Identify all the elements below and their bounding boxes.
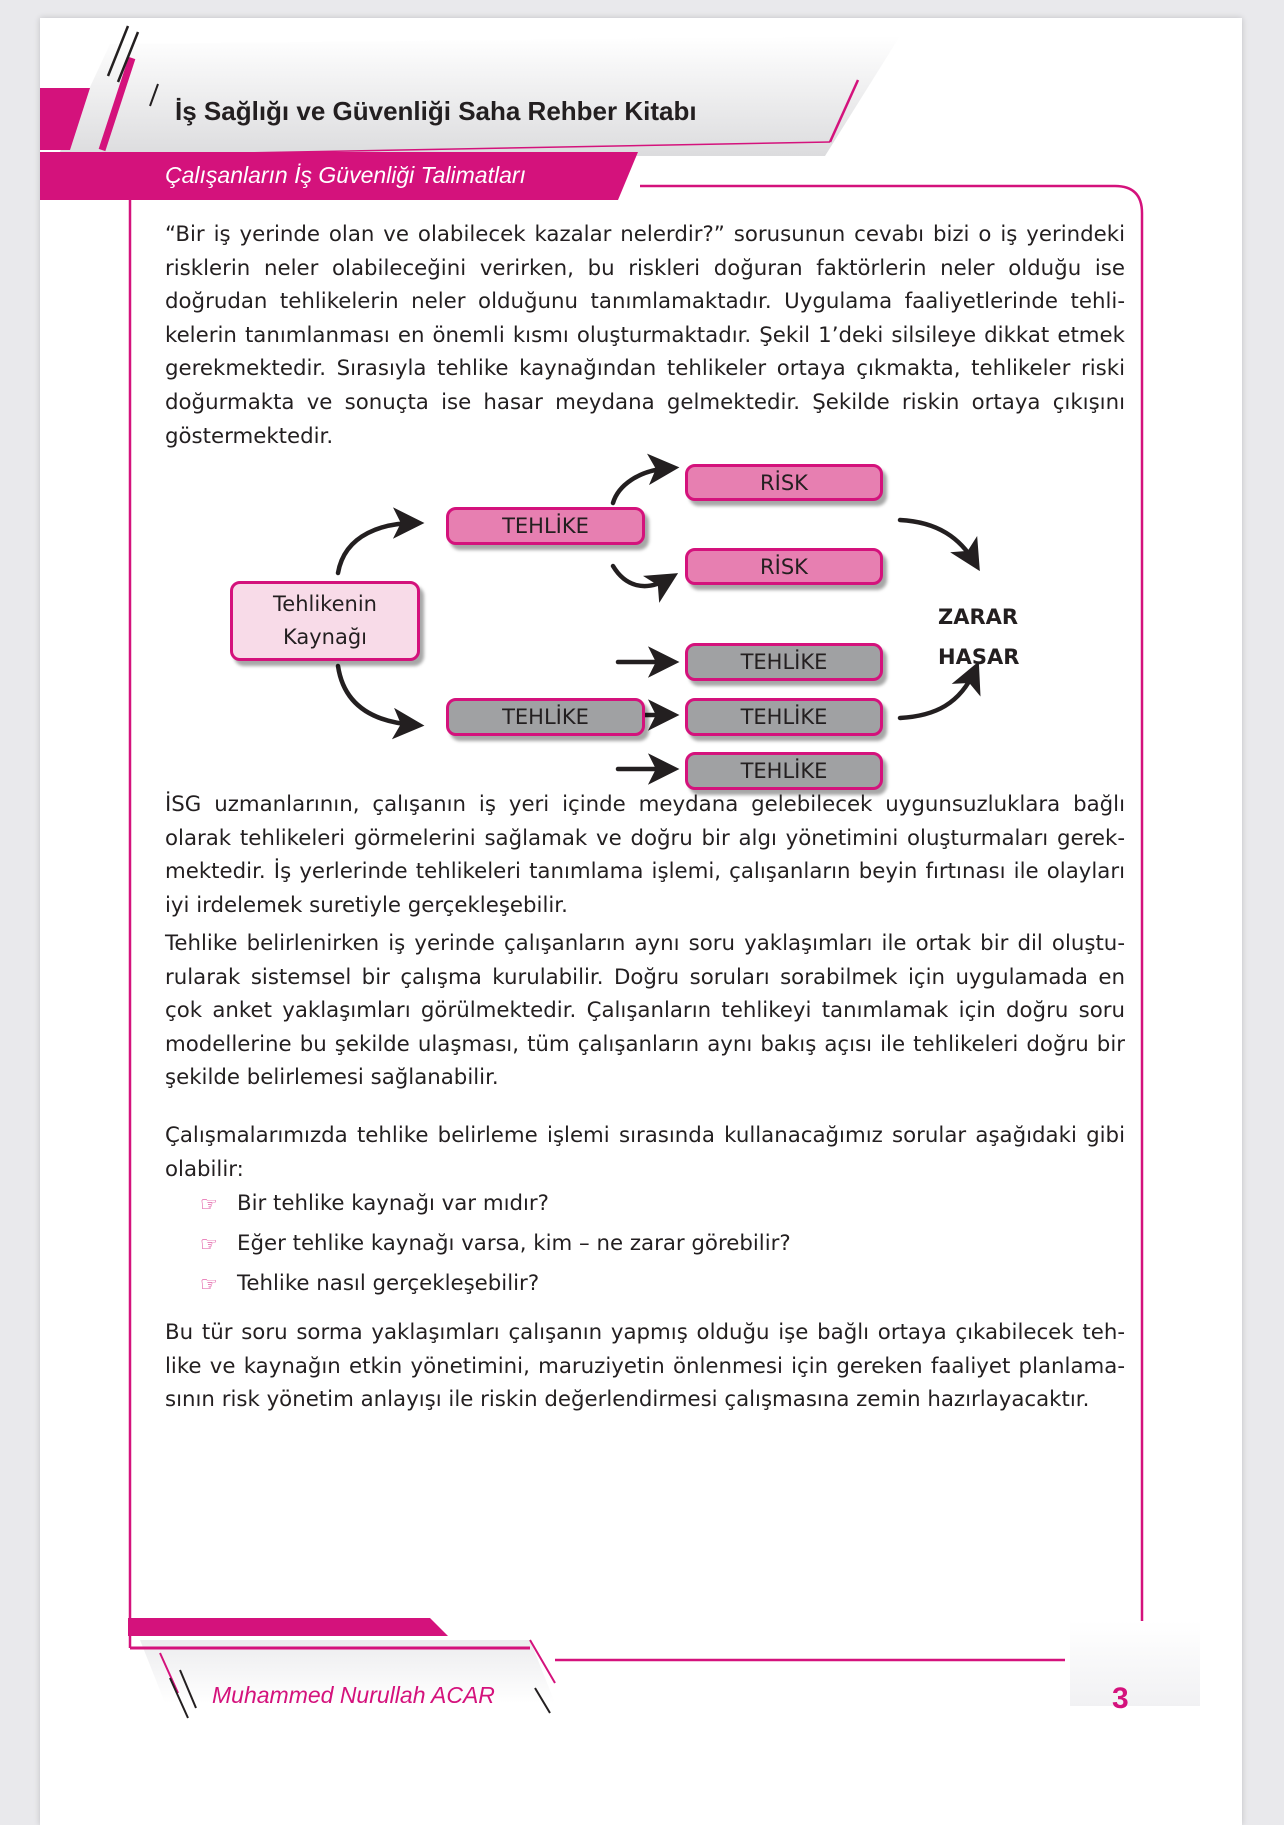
paragraph-hazard-identification: Tehlike belirlenirken iş yerinde çalışanların aynı soru yaklaşımları ile ortak bir dil oluşturularak sistemsel bir çalışma kurulabilir. Doğru soruları sorabilmek için uygulamada en çok anket yaklaşımları görülmektedir. Çalışanların tehlikeyi tanımlamak için doğru soru modellerine bu şekilde ulaşması, tüm çalışanların aynı bakış açısı ile tehlikeleri doğru bir şekilde belirlemesi sağlanabilir. — [165, 931, 1125, 1091]
hazard-source-line-2: Kaynağı — [282, 625, 368, 649]
hazard-source-box — [230, 581, 420, 661]
chapter-subtitle: Çalışanların İş Güvenliği Talimatları — [165, 162, 526, 188]
hazard-gray-box-1: TEHLİKE — [685, 643, 883, 681]
risk-chain-diagram — [40, 18, 1242, 818]
author-name: Muhammed Nurullah ACAR — [212, 1682, 495, 1708]
outcome-damage: ZARAR — [938, 605, 1019, 629]
paragraph-questions-intro: Çalışmalarımızda tehlike belirleme işlemi sırasında kullanacağımız sorular aşağıdaki gibi olabilir: — [165, 1123, 1125, 1182]
diagram-arrows — [40, 18, 1242, 818]
list-item — [200, 1271, 539, 1296]
pointing-hand-icon: ☞ — [200, 1231, 218, 1256]
list-item — [200, 1231, 791, 1256]
list-item — [200, 1191, 549, 1216]
paragraph-conclusion: Bu tür soru sorma yaklaşımları çalışanın yapmış olduğu işe bağlı ortaya çıkabilecek tehlike ve kaynağın etkin yönetimini, maruziyetin önlenmesi için gereken faaliyet planlamasının risk yönetim anlayışı ile riskin değerlendirmesi çalışmasına zemin hazırlayacaktır. — [165, 1320, 1125, 1413]
book-title: İş Sağlığı ve Güvenliği Saha Rehber Kitabı — [175, 96, 697, 126]
paragraph-intro: “Bir iş yerinde olan ve olabilecek kazalar nelerdir?” sorusunun cevabı bizi o iş yerindeki risklerin neler olabileceğini verirken, bu riskleri doğuran faktörlerin neler olduğu ise doğrudan tehlikelerin neler olduğunu tanımlamaktadır. Uygulama faaliyetlerinde tehlikelerin tanımlanması en önemli kısmı oluşturmaktadır. Şekil 1’deki silsileye dikkat etmek gerekmektedir. Sırasıyla tehlike kaynağından tehlikeler ortaya çıkmakta, tehlikeler riski doğurmakta ve sonuçta ise hasar meydana gelmektedir. Şekilde riskin ortaya çıkışını göstermektedir. — [165, 222, 1125, 449]
paragraph-isg-experts: İSG uzmanlarının, çalışanın iş yeri içinde meydana gelebilecek uygunsuzluklara bağlı olarak tehlikeleri görmelerini sağlamak ve doğru bir algı yönetimini oluşturmaları gerekmektedir. İş yerlerinde tehlikeleri tanımlama işlemi, çalışanların beyin fırtınası ile olayları iyi irdelemek suretiyle gerçekleşebilir. — [165, 792, 1125, 918]
pointing-hand-icon: ☞ — [200, 1191, 218, 1216]
list-item-text: Eğer tehlike kaynağı varsa, kim – ne zarar görebilir? — [237, 1231, 791, 1256]
hazard-box-bottom: TEHLİKE — [446, 698, 645, 736]
list-item-text: Tehlike nasıl gerçekleşebilir? — [237, 1271, 540, 1296]
list-item-text: Bir tehlike kaynağı var mıdır? — [237, 1191, 549, 1216]
pointing-hand-icon: ☞ — [200, 1271, 218, 1296]
outcome-loss: HASAR — [938, 645, 1020, 669]
hazard-gray-box-3: TEHLİKE — [685, 752, 883, 790]
hazard-source-line-1: Tehlikenin — [273, 592, 377, 616]
risk-box-2: RİSK — [685, 548, 883, 585]
book-page — [40, 18, 1242, 1825]
risk-box-1: RİSK — [685, 464, 883, 501]
hazard-gray-box-2: TEHLİKE — [685, 698, 883, 736]
page-number: 3 — [1112, 1682, 1129, 1715]
footer-decoration — [40, 1618, 1242, 1825]
hazard-box-top: TEHLİKE — [446, 507, 645, 545]
